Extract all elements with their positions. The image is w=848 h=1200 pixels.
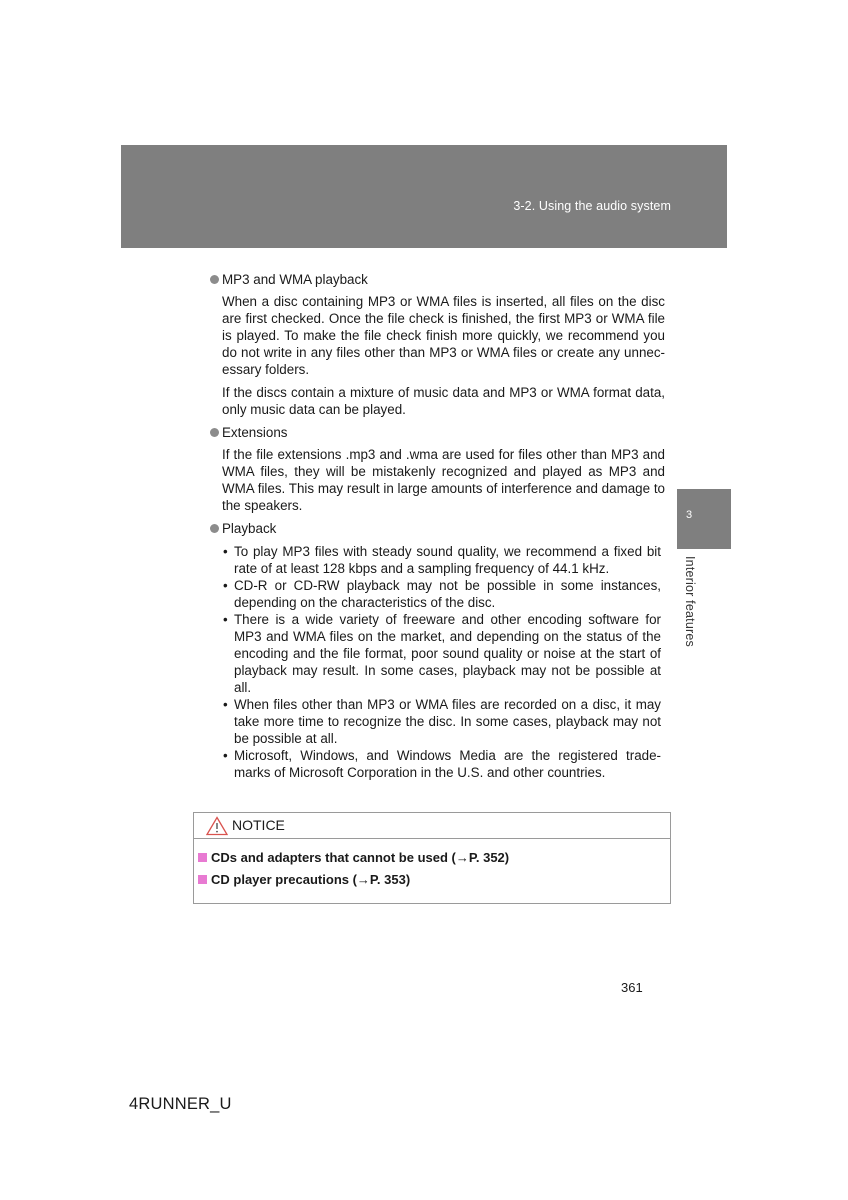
list-item <box>222 747 665 781</box>
chapter-header-band <box>121 145 727 248</box>
page-number: 361 <box>621 980 643 995</box>
bullet-icon: • <box>223 748 228 763</box>
list-item-text: CD-R or CD-RW playback may not be possible in some instances, depending on the characteristics of the disc. <box>234 578 661 610</box>
notice-item[interactable] <box>198 850 509 865</box>
notice-item-text: CD player precautions (→P. 353) <box>211 872 411 887</box>
paragraph: When a disc containing MP3 or WMA files is inserted, all files on the disc are first checked. Once the file check is finished, the first MP3 or WMA file is played. To make the file check finish more quickly, we recommend you do not write in any files other than MP3 or WMA files or create any unnec- essary folders. <box>222 294 665 377</box>
playback-bullet-list <box>222 543 665 781</box>
chapter-tab[interactable] <box>677 489 731 549</box>
circle-bullet-icon <box>210 275 219 284</box>
list-item <box>222 696 665 747</box>
bullet-icon: • <box>223 544 228 559</box>
list-item <box>222 611 665 696</box>
list-item-text: To play MP3 files with steady sound quality, we recommend a fixed bit rate of at least 128 kbps and a sampling frequency of 44.1 kHz. <box>234 544 661 576</box>
notice-header <box>194 813 670 839</box>
paragraph: If the discs contain a mixture of music data and MP3 or WMA format data, only music data can be played. <box>222 385 665 417</box>
circle-bullet-icon <box>210 428 219 437</box>
warning-triangle-icon <box>206 816 228 841</box>
section-heading <box>209 520 665 537</box>
section-heading-text: Playback <box>222 521 277 536</box>
square-bullet-icon <box>198 875 207 884</box>
list-item-text: There is a wide variety of freeware and other encoding software for MP3 and WMA files on the market, and depending on the status of the encoding and the file format, poor sound quality or noise at the start of playback may result. In some cases, playback may not be possible at all. <box>234 612 661 695</box>
section-heading-text: MP3 and WMA playback <box>222 272 368 287</box>
chapter-number: 3 <box>685 509 693 521</box>
section-playback <box>209 520 665 781</box>
notice-box <box>193 812 671 904</box>
notice-item-text: CDs and adapters that cannot be used (→P. 352) <box>211 850 510 865</box>
section-mp3-wma-playback <box>209 271 665 418</box>
bullet-icon: • <box>223 697 228 712</box>
list-item-text: When files other than MP3 or WMA files are recorded on a disc, it may take more time to recognize the disc. In some cases, playback may not be possible at all. <box>234 697 661 746</box>
document-id: 4RUNNER_U <box>129 1095 232 1113</box>
square-bullet-icon <box>198 853 207 862</box>
list-item <box>222 577 665 611</box>
section-heading-text: Extensions <box>222 425 288 440</box>
main-content <box>209 271 665 781</box>
notice-title: NOTICE <box>232 817 285 833</box>
notice-item[interactable] <box>198 872 410 887</box>
bullet-icon: • <box>223 612 228 627</box>
section-heading <box>209 271 665 288</box>
list-item-text: Microsoft, Windows, and Windows Media are the registered trade- marks of Microsoft Corporation in the U.S. and other countries. <box>234 748 661 780</box>
section-extensions <box>209 424 665 514</box>
bullet-icon: • <box>223 578 228 593</box>
circle-bullet-icon <box>210 524 219 533</box>
section-heading <box>209 424 665 441</box>
paragraph: If the file extensions .mp3 and .wma are used for files other than MP3 and WMA files, they will be mistakenly recognized and played as MP3 and WMA files. This may result in large amounts of interference and damage to the speakers. <box>222 447 665 513</box>
section-title: 3-2. Using the audio system <box>513 199 671 213</box>
chapter-label: Interior features <box>683 556 697 647</box>
list-item <box>222 543 665 577</box>
